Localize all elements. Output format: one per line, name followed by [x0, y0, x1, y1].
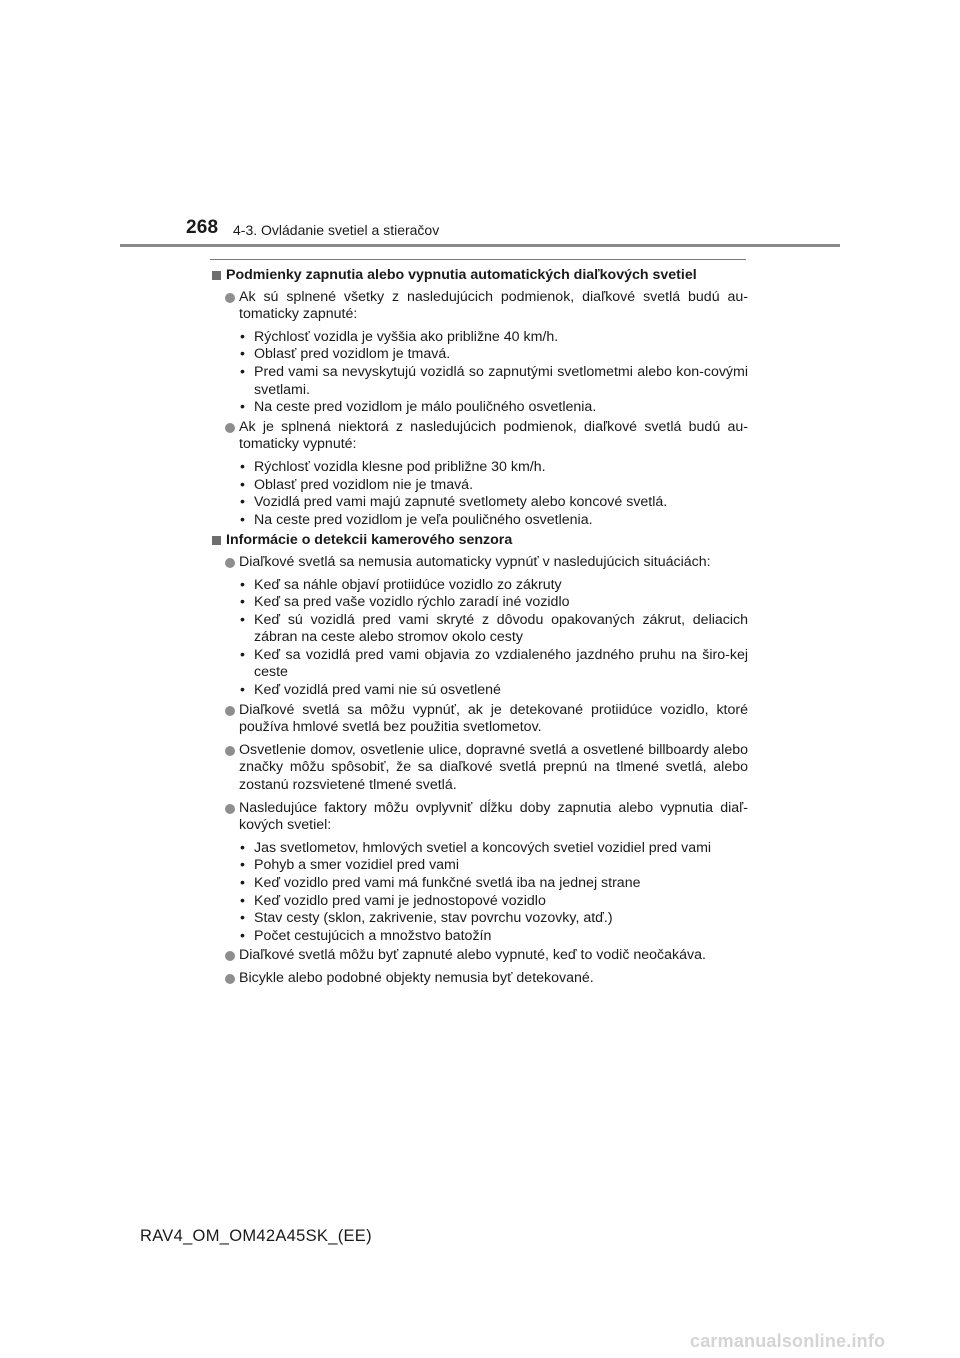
- section-heading: [210, 532, 748, 550]
- bullet-text: Osvetlenie domov, osvetlenie ulice, dopravné svetlá a osvetlené billboardy alebo značky môžu spôsobiť, že sa diaľkové svetlá prepnú na tlmené svetlá, alebo zostanú rozsvietené tlmené svetlá.: [239, 741, 748, 794]
- sub-list-item: • Keď vozidlá pred vami nie sú osvetlené: [210, 682, 748, 700]
- bullet-text: Nasledujúce faktory môžu ovplyvniť dĺžku doby zapnutia alebo vypnutia diaľ-kových svetiel:: [239, 799, 748, 834]
- circle-bullet-icon: [225, 423, 235, 433]
- sub-list-item: • Stav cesty (sklon, zakrivenie, stav povrchu vozovky, atď.): [210, 910, 748, 928]
- sub-list-item: • Oblasť pred vozidlom nie je tmavá.: [210, 477, 748, 495]
- circle-bullet-icon: [225, 951, 235, 961]
- sub-list-item: • Na ceste pred vozidlom je málo pouličného osvetlenia.: [210, 399, 748, 417]
- sub-list: [210, 577, 748, 700]
- section-heading-text: Podmienky zapnutia alebo vypnutia automatických diaľkových svetiel: [226, 267, 697, 283]
- circle-bullet-icon: [225, 804, 235, 814]
- section-heading: [210, 267, 748, 285]
- sub-list-item: • Vozidlá pred vami majú zapnuté svetlomety alebo koncové svetlá.: [210, 494, 748, 512]
- bullet-item: [210, 419, 748, 454]
- bullet-item: [210, 554, 748, 572]
- sub-list-item: • Keď sa pred vaše vozidlo rýchlo zaradí iné vozidlo: [210, 594, 748, 612]
- sub-list: [210, 459, 748, 529]
- sub-list-item: • Oblasť pred vozidlom je tmavá.: [210, 346, 748, 364]
- sub-list: [210, 840, 748, 946]
- circle-bullet-icon: [225, 706, 235, 716]
- header-rule: [120, 244, 840, 247]
- sub-list-item: • Keď sa vozidlá pred vami objavia zo vzdialeného jazdného pruhu na širo-kej ceste: [210, 647, 748, 682]
- sub-list-item: • Keď sú vozidlá pred vami skryté z dôvodu opakovaných zákrut, deliacich zábran na ceste alebo stromov okolo cesty: [210, 612, 748, 647]
- bullet-item: [210, 289, 748, 324]
- bullet-text: Diaľkové svetlá sa nemusia automaticky vypnúť v nasledujúcich situáciách:: [239, 553, 711, 570]
- sub-list-item: • Keď sa náhle objaví protiidúce vozidlo zo zákruty: [210, 577, 748, 595]
- document-code: RAV4_OM_OM42A45SK_(EE): [140, 1227, 372, 1245]
- circle-bullet-icon: [225, 746, 235, 756]
- bullet-item: [210, 702, 748, 737]
- bullet-text: Ak je splnená niektorá z nasledujúcich podmienok, diaľkové svetlá budú au-tomaticky vypnuté:: [239, 418, 748, 453]
- sub-list: [210, 329, 748, 417]
- square-bullet-icon: [212, 271, 221, 280]
- section-divider: [210, 259, 746, 260]
- sub-list-item: • Keď vozidlo pred vami má funkčné svetlá iba na jednej strane: [210, 875, 748, 893]
- square-bullet-icon: [212, 536, 221, 545]
- bullet-item: [210, 947, 748, 965]
- circle-bullet-icon: [225, 558, 235, 568]
- sub-list-item: • Keď vozidlo pred vami je jednostopové vozidlo: [210, 893, 748, 911]
- bullet-text: Diaľkové svetlá môžu byť zapnuté alebo vypnuté, keď to vodič neočakáva.: [239, 947, 706, 964]
- section-heading-text: Informácie o detekcii kamerového senzora: [226, 532, 513, 549]
- circle-bullet-icon: [225, 293, 235, 303]
- sub-list-item: • Rýchlosť vozidla klesne pod približne 30 km/h.: [210, 459, 748, 477]
- sub-list-item: • Pred vami sa nevyskytujú vozidlá so zapnutými svetlometmi alebo kon-covými svetlami.: [210, 364, 748, 399]
- bullet-item: [210, 742, 748, 795]
- sub-list-item: • Pohyb a smer vozidiel pred vami: [210, 857, 748, 875]
- chapter-title: 4-3. Ovládanie svetiel a stieračov: [233, 222, 440, 238]
- bullet-item: [210, 970, 748, 988]
- bullet-text: Bicykle alebo podobné objekty nemusia byť detekované.: [239, 969, 594, 986]
- sub-list-item: • Jas svetlometov, hmlových svetiel a koncových svetiel vozidiel pred vami: [210, 840, 748, 858]
- watermark: carmanualsonline.info: [690, 1331, 886, 1351]
- bullet-text: Ak sú splnené všetky z nasledujúcich podmienok, diaľkové svetlá budú au-tomaticky zapnuté:: [239, 288, 748, 323]
- bullet-item: [210, 800, 748, 835]
- bullet-text: Diaľkové svetlá sa môžu vypnúť, ak je detekované protiidúce vozidlo, ktoré používa hmlové svetlá bez použitia svetlometov.: [239, 701, 748, 736]
- page-number: 268: [186, 217, 219, 238]
- sub-list-item: • Rýchlosť vozidla je vyššia ako približne 40 km/h.: [210, 329, 748, 347]
- sub-list-item: • Počet cestujúcich a množstvo batožín: [210, 928, 748, 946]
- circle-bullet-icon: [225, 974, 235, 984]
- sub-list-item: • Na ceste pred vozidlom je veľa pouličného osvetlenia.: [210, 512, 748, 530]
- content-body: [210, 264, 748, 993]
